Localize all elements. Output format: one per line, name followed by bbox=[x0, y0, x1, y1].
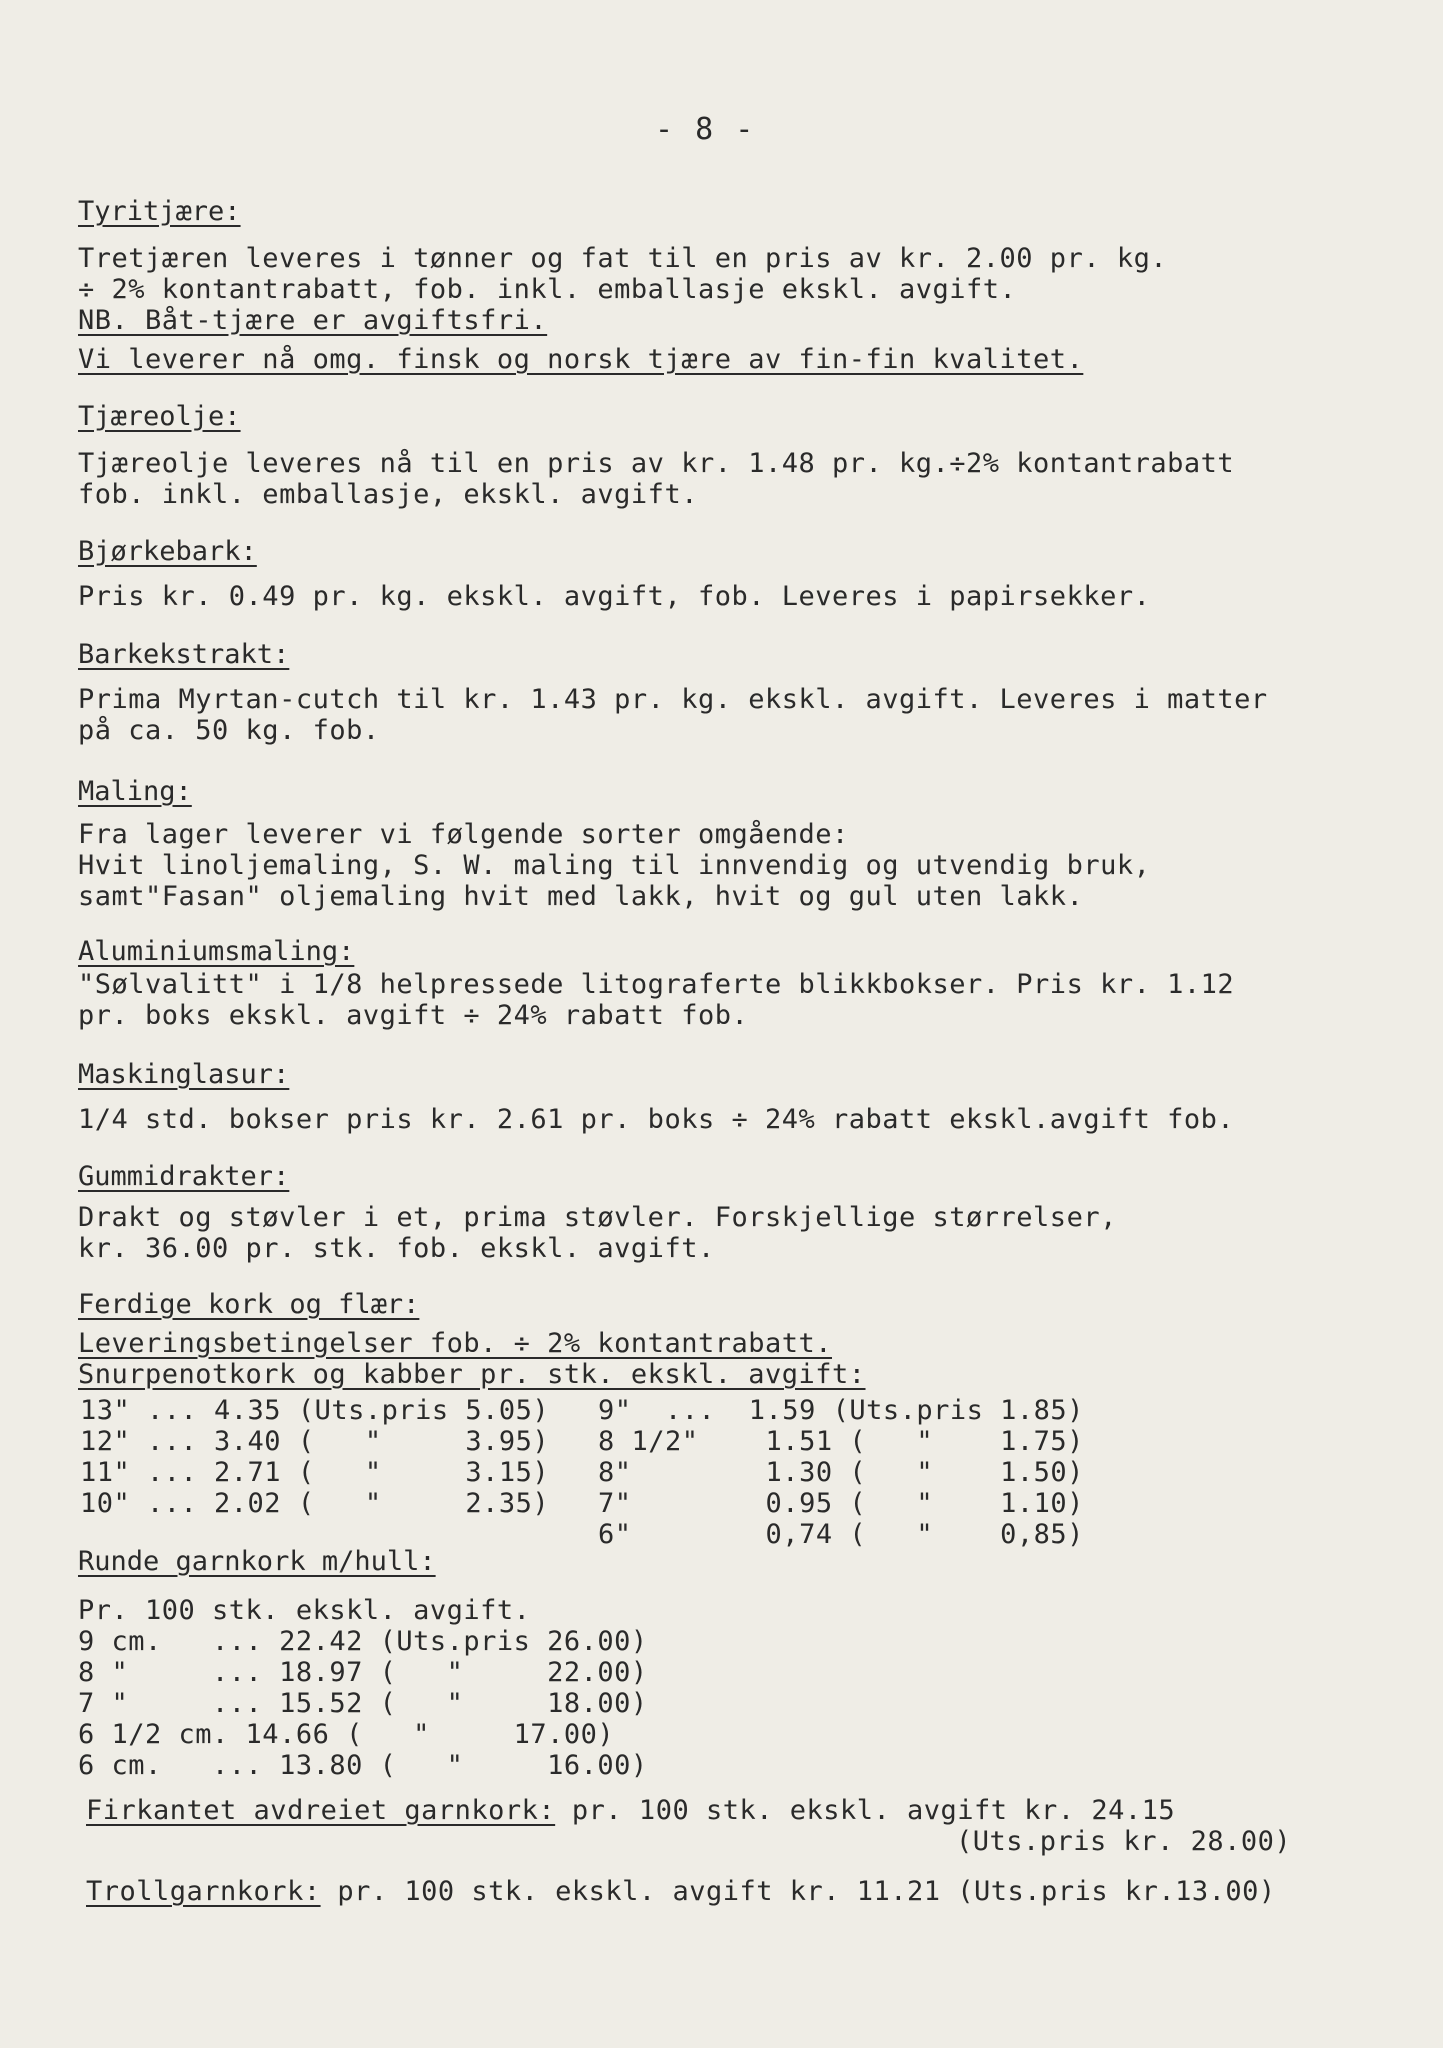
text-line: Hvit linoljemaling, S. W. maling til innvendig og utvendig bruk, bbox=[78, 850, 1151, 881]
text-line: Vi leverer nå omg. finsk og norsk tjære av fin-fin kvalitet. bbox=[78, 344, 1084, 375]
text-line: fob. inkl. emballasje, ekskl. avgift. bbox=[78, 479, 698, 510]
section-trollgarnkork bbox=[86, 1876, 1346, 1907]
heading-barkekstrakt: Barkekstrakt: bbox=[78, 639, 290, 670]
text-line: Fra lager leverer vi følgende sorter omgående: bbox=[78, 819, 849, 850]
text-line: Leveringsbetingelser fob. ÷ 2% kontantrabatt. bbox=[78, 1328, 832, 1359]
garnkork-row: 6 1/2 cm. 14.66 ( " 17.00) bbox=[78, 1719, 615, 1750]
text-line: Tretjæren leveres i tønner og fat til en pris av kr. 2.00 pr. kg. bbox=[78, 243, 1168, 274]
section-maskinglasur bbox=[78, 1058, 1338, 1135]
trollgarn-price: pr. 100 stk. ekskl. avgift kr. 11.21 (Uts.pris kr.13.00) bbox=[320, 1876, 1276, 1907]
section-tyritjaere bbox=[78, 195, 1338, 375]
firkantet-uts-pris: (Uts.pris kr. 28.00) bbox=[956, 1826, 1292, 1857]
text-line: Snurpenotkork og kabber pr. stk. ekskl. avgift: bbox=[78, 1359, 866, 1390]
firkantet-price: pr. 100 stk. ekskl. avgift kr. 24.15 bbox=[555, 1795, 1176, 1826]
kork-right-row: 8" 1.30 ( " 1.50) bbox=[598, 1457, 1084, 1488]
heading-maskinglasur: Maskinglasur: bbox=[78, 1059, 290, 1090]
section-gummidrakter bbox=[78, 1160, 1338, 1264]
section-barkekstrakt bbox=[78, 638, 1338, 746]
section-kork bbox=[78, 1288, 1338, 1550]
text-line: Drakt og støvler i et, prima støvler. Forskjellige størrelser, bbox=[78, 1202, 1117, 1233]
section-garnkork bbox=[78, 1545, 1338, 1781]
text-line: Tjæreolje leveres nå til en pris av kr. 1.48 pr. kg.÷2% kontantrabatt bbox=[78, 448, 1235, 479]
text-line: på ca. 50 kg. fob. bbox=[78, 715, 380, 746]
garnkork-row: 9 cm. ... 22.42 (Uts.pris 26.00) bbox=[78, 1626, 648, 1657]
text-line: pr. boks ekskl. avgift ÷ 24% rabatt fob. bbox=[78, 1000, 749, 1031]
section-aluminiumsmaling bbox=[78, 935, 1338, 1031]
text-line: 1/4 std. bokser pris kr. 2.61 pr. boks ÷ 24% rabatt ekskl.avgift fob. bbox=[78, 1104, 1235, 1135]
kork-left-row: 13" ... 4.35 (Uts.pris 5.05) bbox=[80, 1395, 550, 1426]
kork-left-row: 12" ... 3.40 ( " 3.95) bbox=[80, 1426, 550, 1457]
text-line: kr. 36.00 pr. stk. fob. ekskl. avgift. bbox=[78, 1233, 715, 1264]
label-trollgarnkork: Trollgarnkork: bbox=[86, 1876, 321, 1907]
kork-right-row: 7" 0.95 ( " 1.10) bbox=[598, 1488, 1084, 1519]
garnkork-row: Pr. 100 stk. ekskl. avgift. bbox=[78, 1595, 531, 1626]
page-number: - 8 - bbox=[655, 112, 756, 147]
kork-right-row: 8 1/2" 1.51 ( " 1.75) bbox=[598, 1426, 1084, 1457]
kork-left-row: 10" ... 2.02 ( " 2.35) bbox=[80, 1488, 550, 1519]
section-firkantet bbox=[86, 1795, 1346, 1857]
kork-right-row: 9" ... 1.59 (Uts.pris 1.85) bbox=[598, 1395, 1084, 1426]
heading-tjaereolje: Tjæreolje: bbox=[78, 401, 241, 432]
text-line: NB. Båt-tjære er avgiftsfri. bbox=[78, 305, 548, 336]
text-line: Prima Myrtan-cutch til kr. 1.43 pr. kg. ekskl. avgift. Leveres i matter bbox=[78, 684, 1268, 715]
garnkork-row: 8 " ... 18.97 ( " 22.00) bbox=[78, 1657, 648, 1688]
section-bjorkebark bbox=[78, 535, 1338, 612]
heading-gummidrakter: Gummidrakter: bbox=[78, 1161, 290, 1192]
text-line: samt"Fasan" oljemaling hvit med lakk, hvit og gul uten lakk. bbox=[78, 881, 1084, 912]
kork-right-row: 6" 0,74 ( " 0,85) bbox=[598, 1519, 1084, 1550]
heading-bjorkebark: Bjørkebark: bbox=[78, 536, 257, 567]
heading-kork: Ferdige kork og flær: bbox=[78, 1289, 420, 1320]
section-tjaereolje bbox=[78, 400, 1338, 510]
heading-maling: Maling: bbox=[78, 776, 192, 807]
label-firkantet: Firkantet avdreiet garnkork: bbox=[86, 1795, 556, 1826]
text-line: Pris kr. 0.49 pr. kg. ekskl. avgift, fob. Leveres i papirsekker. bbox=[78, 581, 1151, 612]
section-maling bbox=[78, 775, 1338, 912]
garnkork-row: 7 " ... 15.52 ( " 18.00) bbox=[78, 1688, 648, 1719]
heading-aluminiumsmaling: Aluminiumsmaling: bbox=[78, 936, 355, 967]
text-line: "Sølvalitt" i 1/8 helpressede litograferte blikkbokser. Pris kr. 1.12 bbox=[78, 969, 1235, 1000]
garnkork-row: 6 cm. ... 13.80 ( " 16.00) bbox=[78, 1750, 648, 1781]
text-line: ÷ 2% kontantrabatt, fob. inkl. emballasje ekskl. avgift. bbox=[78, 274, 1017, 305]
kork-left-row: 11" ... 2.71 ( " 3.15) bbox=[80, 1457, 550, 1488]
heading-garnkork: Runde garnkork m/hull: bbox=[78, 1546, 436, 1577]
heading-tyritjaere: Tyritjære: bbox=[78, 196, 241, 227]
